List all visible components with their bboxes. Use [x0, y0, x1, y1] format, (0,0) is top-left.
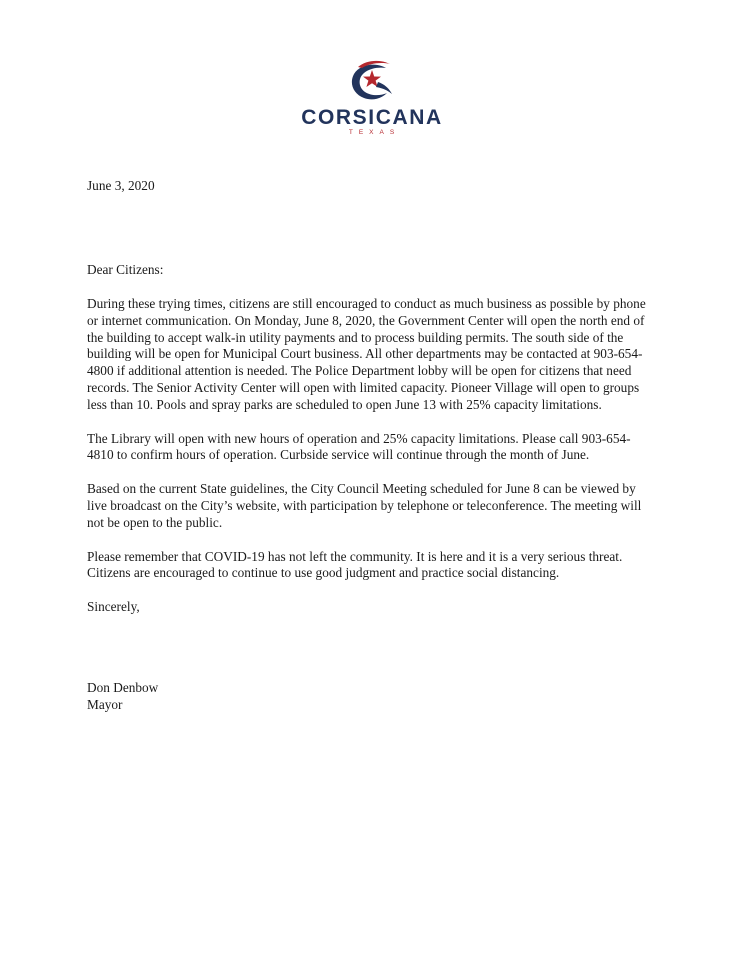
- paragraph: During these trying times, citizens are still encouraged to conduct as much business as possible by phone or internet communication. On Monday, June 8, 2020, the Government Center will open the north end of the building to accept walk-in utility payments and to process building permits. The south side of the building will be open for Municipal Court business. All other departments may be contacted at 903-654-4800 if additional attention is needed. The Police Department lobby will be open for citizens that need records. The Senior Activity Center will open with limited capacity. Pioneer Village will open to groups less than 10. Pools and spray parks are scheduled to open June 13 with 25% capacity limitations.: [87, 296, 646, 412]
- signer-name: Don Denbow: [87, 680, 159, 695]
- logo-wordmark: CORSICANA: [301, 106, 443, 129]
- letterhead: [0, 58, 741, 137]
- letter-date: June 3, 2020: [87, 178, 155, 193]
- paragraph: Based on the current State guidelines, the City Council Meeting scheduled for June 8 can be viewed by live broadcast on the City’s website, with participation by telephone or teleconference. The meeting will not be open to the public.: [87, 481, 642, 530]
- corsicana-star-logo-icon: [342, 58, 400, 106]
- paragraph: Please remember that COVID-19 has not left the community. It is here and it is a very serious threat. Citizens are encouraged to continue to use good judgment and practice social distancing.: [87, 548, 623, 581]
- logo-state: TEXAS: [348, 129, 401, 136]
- closing: Sincerely,: [87, 599, 140, 615]
- signature-block: [87, 680, 158, 714]
- letter-paragraphs: [87, 296, 657, 616]
- signer-title: Mayor: [87, 696, 123, 712]
- salutation: Dear Citizens:: [87, 262, 164, 277]
- paragraph: The Library will open with new hours of operation and 25% capacity limitations. Please call 903-654-4810 to confirm hours of operation. Curbside service will continue through the month of June.: [87, 430, 631, 463]
- letter-body: [87, 178, 657, 712]
